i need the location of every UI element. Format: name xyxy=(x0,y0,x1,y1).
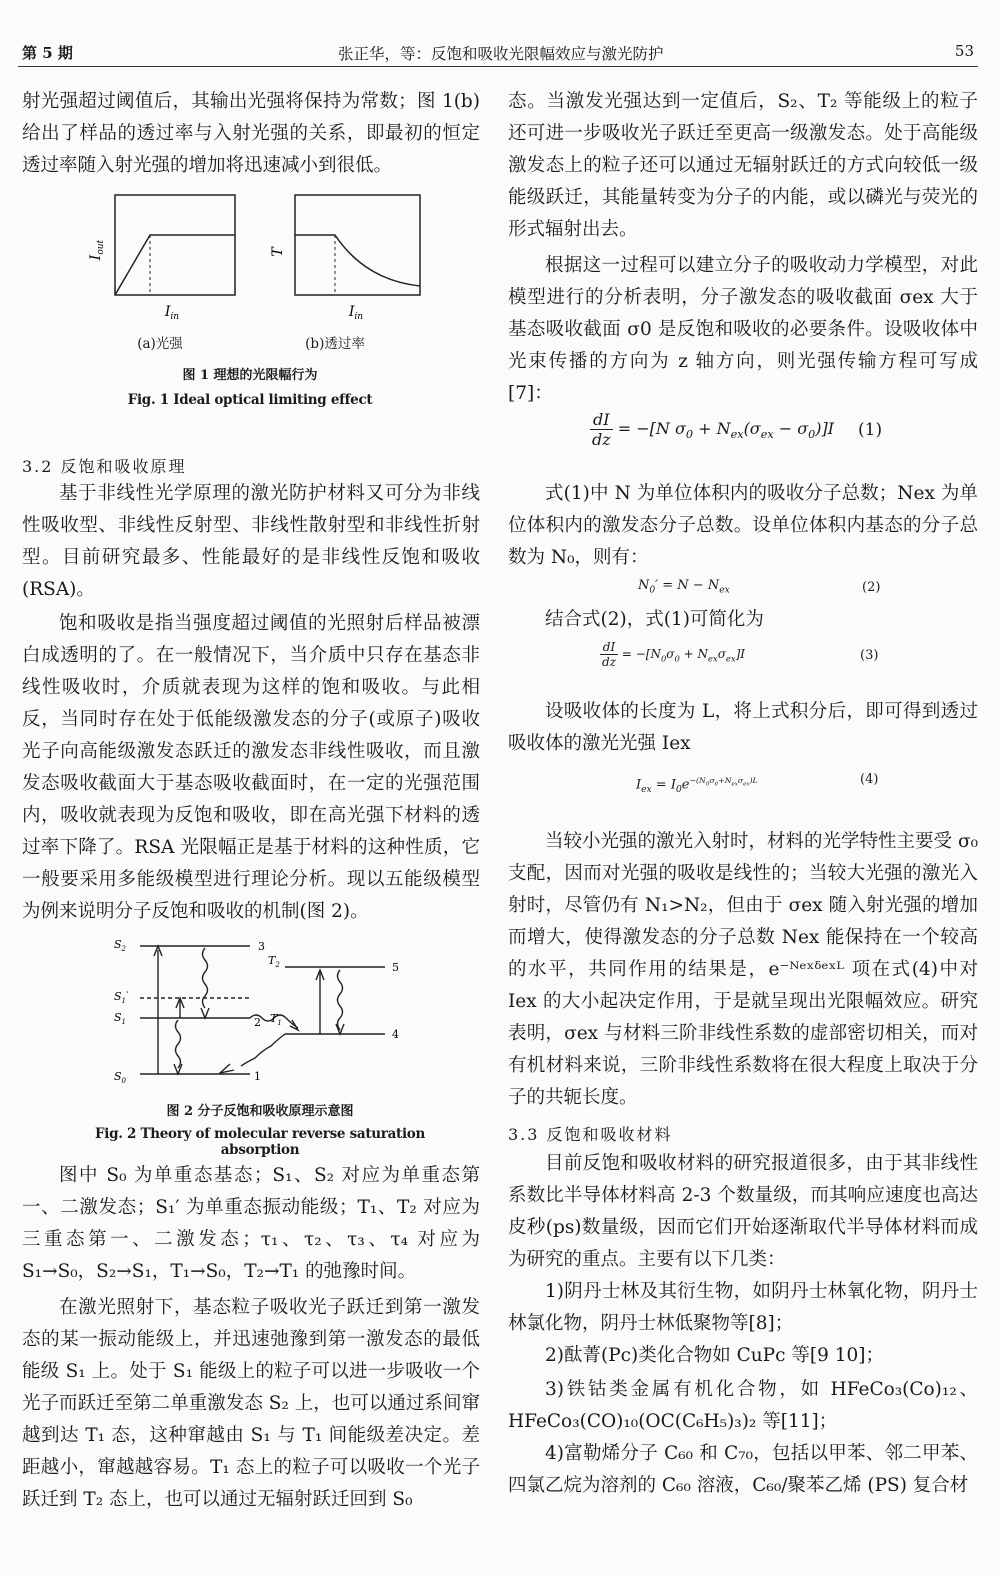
journal-issue: 第 5 期 xyxy=(22,44,73,62)
fig2-caption-cn: 图 2 分子反饱和吸收原理示意图 xyxy=(166,1104,354,1119)
section-3-2-heading: 3.2 反饱和吸收原理 xyxy=(22,457,187,476)
paragraph-eq1-definitions: 式(1)中 N 为单位体积内的吸收分子总数；Nex 为单位体积内的激发态分子总数。设单位体积内基态的分子总数为 N₀，则有： xyxy=(508,483,978,568)
figure-2 xyxy=(100,934,420,1094)
paragraph-fig2-description: 图中 S₀ 为单重态基态；S₁、S₂ 对应为单重态第一、二激发态；S₁′ 为单重态振动能级；T₁、T₂ 对应为三重态第一、二激发态；τ₁、τ₂、τ₃、τ₄ 对应为 S₁→S₀，S₂→S₁，T₁→S₀，T₂→T₁ 的弛豫时间。 xyxy=(22,1165,480,1282)
equation-3: $\frac{dI}{dz}$ = $-[N_0\sigma_0 + N_{ex}\sigma_{ex}]I$ xyxy=(602,640,746,669)
running-title: 张正华，等：反饱和吸收光限幅效应与激光防护 xyxy=(338,45,664,63)
equation-1: $\frac{dI}{dz}$ = −[N $\sigma_0 + N_{ex}(\sigma_{ex} - \sigma_0)]I$ xyxy=(592,410,835,449)
fig1a-xlabel: $I_{in}$ xyxy=(164,304,180,322)
figure-1a-plot xyxy=(115,195,235,295)
paragraph-kinetic-model: 根据这一过程可以建立分子的吸收动力学模型，对此模型进行的分析表明，分子激发态的吸收截面 σex 大于基态吸收截面 σ0 是反饱和吸收的必要条件。设吸收体中光束传播的方向为 z 轴方向，则光强传输方程可写成[7]： xyxy=(508,255,978,404)
list-item-4: 4)富勒烯分子 C₆₀ 和 C₇₀，包括以甲苯、邻二甲苯、四氯乙烷为溶剂的 C₆₀ 溶液，C₆₀/聚苯乙烯 (PS) 复合材 xyxy=(508,1443,978,1496)
level-number-1: 1 xyxy=(254,1070,261,1083)
label-T1: $T_1$ xyxy=(270,1012,282,1027)
paragraph-3-2-a: 基于非线性光学原理的激光防护材料又可分为非线性吸收型、非线性反射型、非线性散射型和非线性折射型。目前研究最多、性能最好的是非线性反饱和吸收(RSA)。 xyxy=(22,483,480,600)
equation-4-number: (4) xyxy=(860,772,879,787)
label-T2: $T_2$ xyxy=(268,954,280,969)
figure-1 xyxy=(80,190,440,350)
list-item-3: 3)铁钴类金属有机化合物，如 HFeCo₃(Co)₁₂、HFeCo₃(CO)₁₀(OC(C₆H₅)₃)₂ 等[11]； xyxy=(508,1379,978,1432)
fig1-caption-cn: 图 1 理想的光限幅行为 xyxy=(182,368,318,383)
fig1-caption-en: Fig. 1 Ideal optical limiting effect xyxy=(127,392,373,408)
paragraph-integrate: 设吸收体的长度为 L，将上式积分后，即可得到透过吸收体的激光光强 Iex xyxy=(508,701,978,754)
fig1a-ylabel: $I_{out}$ xyxy=(88,239,106,261)
list-item-2: 2)酞菁(Pc)类化合物如 CuPc 等[9 10]； xyxy=(545,1345,884,1366)
fig1-sublabel-a: (a)光强 xyxy=(137,336,183,352)
paragraph-intro: 射光强超过阈值后，其输出光强将保持为常数；图 1(b)给出了样品的透过率与入射光强的关系，即最初的恒定透过率随入射光强的增加将迅速减小到很低。 xyxy=(22,91,480,176)
level-number-5: 5 xyxy=(392,961,399,974)
equation-2-number: (2) xyxy=(862,580,881,595)
level-number-2: 2 xyxy=(254,1016,261,1029)
header-rule xyxy=(18,66,978,67)
fig1b-xlabel: $I_{in}$ xyxy=(348,304,364,322)
paragraph-continued: 态。当激发光强达到一定值后，S₂、T₂ 等能级上的粒子还可进一步吸收光子跃迁至更高一级激发态。处于高能级激发态上的粒子还可以通过无辐射跃迁的方式向较低一级能级跃迁，其能量转变为分子的内能，或以磷光与荧光的形式辐射出去。 xyxy=(508,91,978,240)
section-3-3-heading: 3.3 反饱和吸收材料 xyxy=(508,1125,673,1144)
equation-4: $I_{ex} = I_0e^{-(N_0\sigma_0+N_{ex}\sigma_{ex})L}$ xyxy=(636,776,758,795)
paragraph-3-2-b: 饱和吸收是指当强度超过阈值的光照射后样品被漂白成透明的了。在一般情况下，当介质中只存在基态非线性吸收时，介质就表现为这样的饱和吸收。与此相反，当同时存在处于低能级激发态的分子(或原子)吸收光子向高能级激发态跃迁的激发态非线性吸收，而且激发态吸收截面大于基态吸收截面时，在一定的光强范围内，吸收就表现为反饱和吸收，即在高光强下材料的透过率下降了。RSA 光限幅正是基于材料的这种性质，它一般要采用多能级模型进行理论分析。现以五能级模型为例来说明分子反饱和吸收的机制(图 2)。 xyxy=(22,613,480,922)
page-number: 53 xyxy=(954,42,974,60)
figure-1b-plot xyxy=(295,195,420,295)
equation-3-number: (3) xyxy=(860,648,879,663)
list-item-1: 1)阴丹士林及其衍生物，如阴丹士林氧化物，阴丹士林氯化物，阴丹士林低聚物等[8]； xyxy=(508,1281,978,1334)
fig2-caption-en: Fig. 2 Theory of molecular reverse saturation absorption xyxy=(94,1126,426,1158)
label-S1: $S_1$ xyxy=(114,1011,127,1026)
fig1b-ylabel: T xyxy=(270,247,286,257)
label-S0: $S_0$ xyxy=(114,1070,127,1085)
equation-2: $N_0' = N - N_{ex}$ xyxy=(638,578,730,596)
paragraph-combine: 结合式(2)，式(1)可简化为 xyxy=(545,609,764,630)
label-S1prime: $S_1'$ xyxy=(114,990,129,1005)
fig1-sublabel-b: (b)透过率 xyxy=(305,336,365,352)
level-number-4: 4 xyxy=(392,1028,399,1041)
label-S2: $S_2$ xyxy=(114,938,127,953)
paragraph-3-3: 目前反饱和吸收材料的研究报道很多，由于其非线性系数比半导体材料高 2-3 个数量级，而其响应速度也高达皮秒(ps)数量级，因而它们开始逐渐取代半导体材料而成为研究的重点。主要有以下几类： xyxy=(508,1153,978,1270)
paragraph-limiting-explanation: 当较小光强的激光入射时，材料的光学特性主要受 σ₀ 支配，因而对光强的吸收是线性的；当较大光强的激光入射时，尽管仍有 N₁>N₂，但由于 σex 随入射光强的增加而增大，使得激发态的分子总数 Nex 能保持在一个较高的水平，共同作用的结果是，e⁻ᴺᵉˣᵟᵉˣᴸ 项在式(4)中对 Iex 的大小起决定作用，于是就呈现出光限幅效应。研究表明，σex 与材料三阶非线性系数的虚部密切相关，而对有机材料来说，三阶非线性系数将在很大程度上取决于分子的共轭长度。 xyxy=(508,831,978,1108)
paragraph-laser-excitation: 在激光照射下，基态粒子吸收光子跃迁到第一激发态的某一振动能级上，并迅速弛豫到第一激发态的最低能级 S₁ 上。处于 S₁ 能级上的粒子可以进一步吸收一个光子而跃迁至第二单重激发态 S₂ 上，也可以通过系间窜越到达 T₁ 态，这种窜越由 S₁ 与 T₁ 间能级差决定。差距越小，窜越越容易。T₁ 态上的粒子可以吸收一个光子跃迁到 T₂ 态上，也可以通过无辐射跃迁回到 S₀ xyxy=(22,1297,480,1510)
level-number-3: 3 xyxy=(258,940,265,953)
equation-1-number: (1) xyxy=(858,420,883,440)
